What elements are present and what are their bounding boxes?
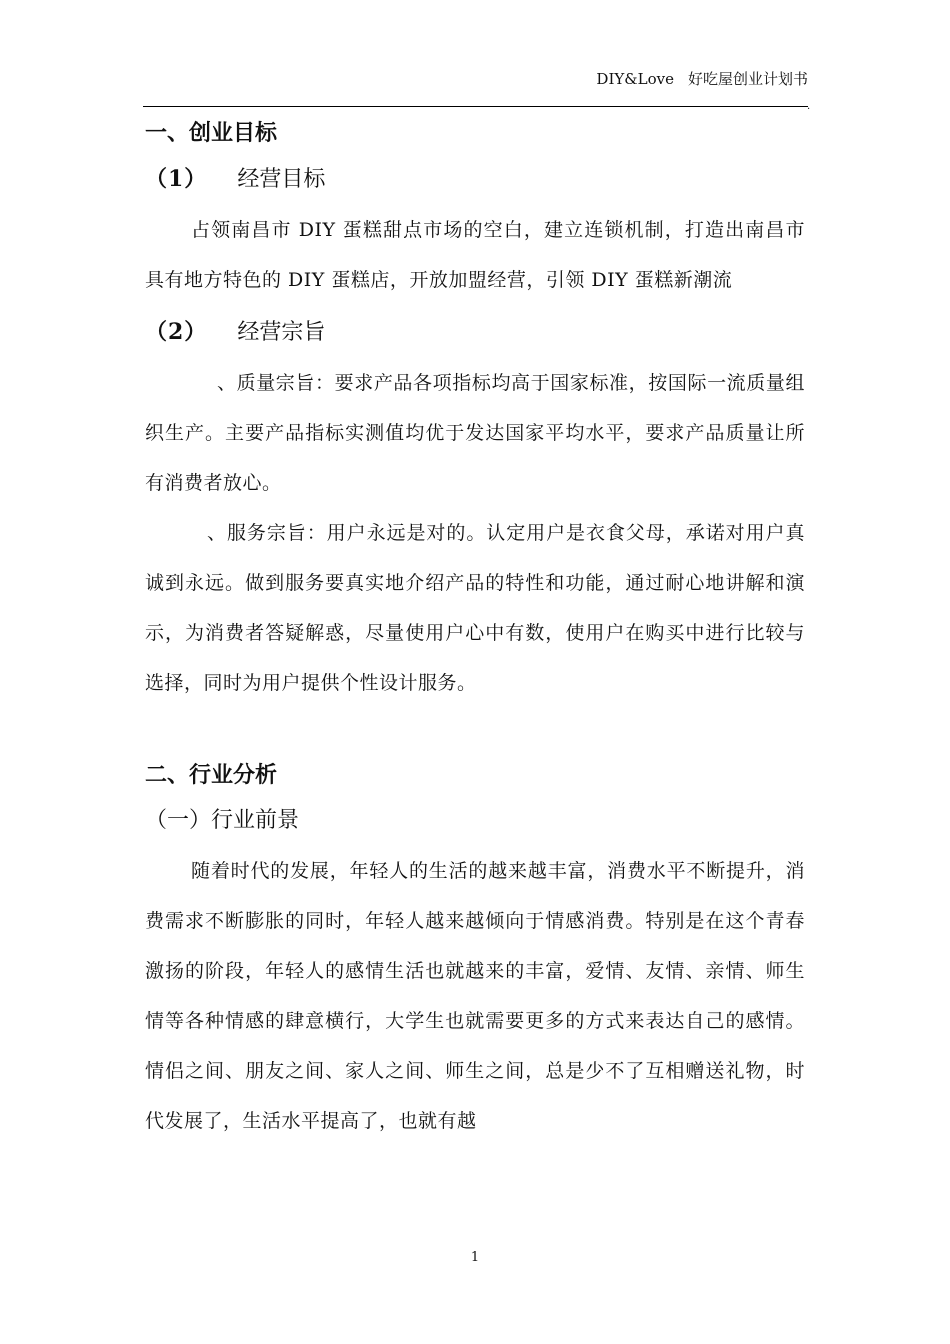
section-heading-goals: 一、创业目标 xyxy=(145,120,278,146)
subsection-heading-business-tenet xyxy=(145,313,805,352)
paragraph-business-goal: 占领南昌市 DIY 蛋糕甜点市场的空白，建立连锁机制，打造出南昌市具有地方特色的 DIY 蛋糕店，开放加盟经营，引领 DIY 蛋糕新潮流 xyxy=(145,219,805,291)
subsection-title: 经营宗旨 xyxy=(237,320,326,345)
page-number: 1 xyxy=(470,1250,480,1265)
subsection-heading-business-goal xyxy=(145,160,805,199)
subsection-heading-industry-outlook: （一）行业前景 xyxy=(145,808,300,833)
paragraph-quality-tenet: 、质量宗旨：要求产品各项指标均高于国家标准，按国际一流质量组织生产。主要产品指标实测值均优于发达国家平均水平，要求产品质量让所有消费者放心。 xyxy=(145,372,805,494)
subsection-title: 经营目标 xyxy=(237,167,326,192)
running-header xyxy=(596,68,808,89)
header-brand: DIY&Love xyxy=(596,70,674,88)
paragraph-industry-outlook: 随着时代的发展，年轻人的生活的越来越丰富，消费水平不断提升，消费需求不断膨胀的同时，年轻人越来越倾向于情感消费。特别是在这个青春激扬的阶段，年轻人的感情生活也就越来的丰富，爱情、友情、亲情、师生情等各种情感的肆意横行，大学生也就需要更多的方式来表达自己的感情。情侣之间、朋友之间、家人之间、师生之间，总是少不了互相赠送礼物，时代发展了，生活水平提高了，也就有越 xyxy=(145,860,805,1132)
page-body xyxy=(145,114,805,1146)
header-divider xyxy=(143,106,808,107)
header-doc-title: 好吃屋创业计划书 xyxy=(687,70,808,88)
paragraph-service-tenet: 、服务宗旨：用户永远是对的。认定用户是衣食父母，承诺对用户真诚到永远。做到服务要真实地介绍产品的特性和功能，通过耐心地讲解和演示，为消费者答疑解惑，尽量使用户心中有数，使用户在购买中进行比较与选择，同时为用户提供个性设计服务。 xyxy=(145,522,805,694)
subsection-number: （2） xyxy=(145,319,208,345)
header-rule-end-mark: . xyxy=(807,101,811,112)
section-heading-industry: 二、行业分析 xyxy=(145,762,278,788)
subsection-number: （1） xyxy=(145,166,208,192)
